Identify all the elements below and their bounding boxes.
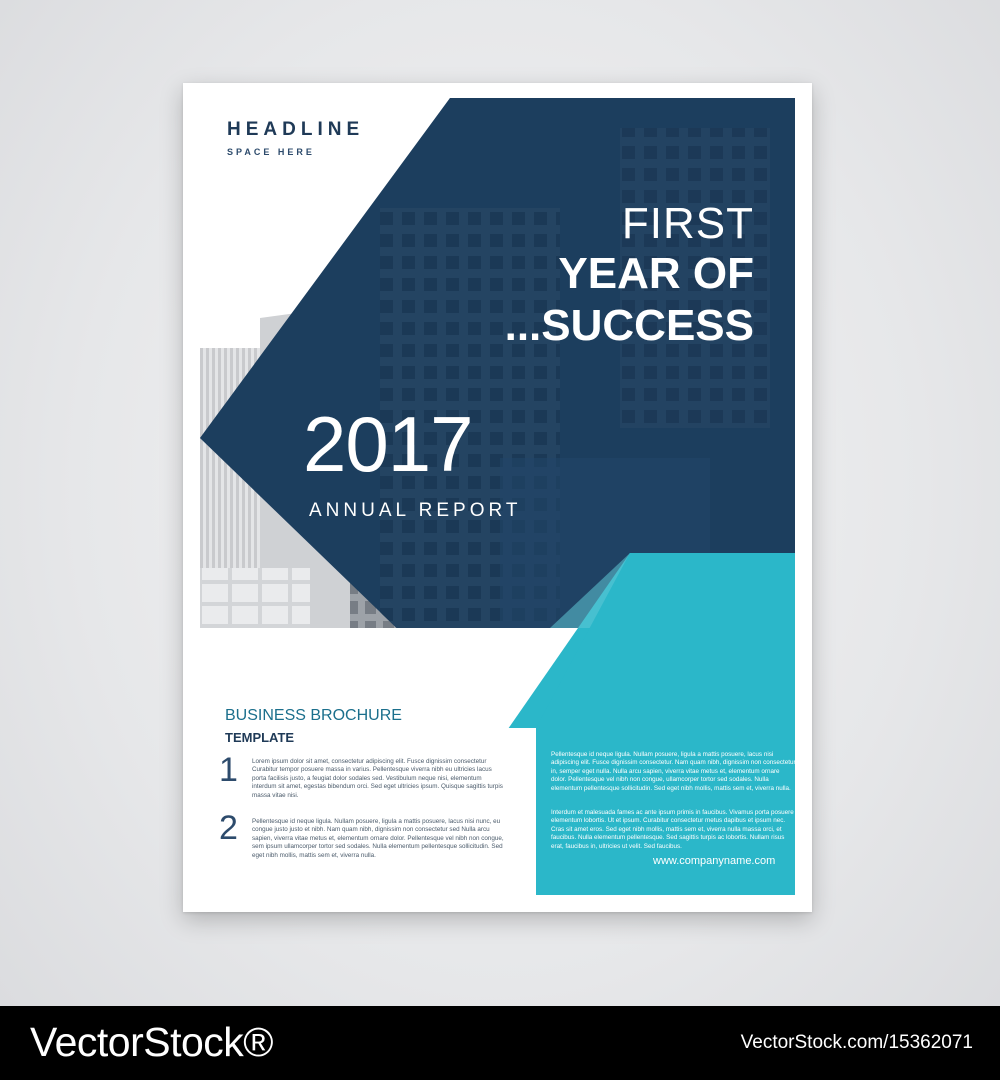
section-subheading: TEMPLATE [225, 730, 295, 745]
item-number-1: 1 [219, 751, 238, 789]
headline-text: HEADLINE [227, 119, 365, 140]
item-paragraph-1: Lorem ipsum dolor sit amet, consectetur adipiscing elit. Fusce dignissim consectetur Curabitur tempor posuere massa in varius. Pellentesque viverra nibh eu ultricies lacus porta facilisis justo, a feugiat dolor sodales sed. Vestibulum neque nisi, elementum interdum sit amet, egestas bibendum orci. Sed eget ultricies ipsum. Quisque sagittis turpis massa vitae nisi. [252, 758, 503, 799]
section-heading: BUSINESS BROCHURE [225, 707, 402, 724]
report-subtitle: ANNUAL REPORT [309, 500, 522, 521]
item-paragraph-2: Pellentesque id neque ligula. Nullam posuere, ligula a mattis posuere, lacus nisi nunc, eu congue justo justo et nibh. Nam quam nibh, dignissim non consectetur sed Nulla arcu sapien, viverra vitae metus et, elementum ornare dolor. Pellentesque vel nibh non congue, sem ipsum ullamcorper tortor sed sodales. Nulla elementum pellentesque sollicitudin. Sed eget nibh mollis, mattis sem et, viverra nulla. [252, 818, 504, 859]
watermark-logo: VectorStock® [30, 1019, 273, 1065]
title-line-success: ...SUCCESS [504, 301, 754, 350]
title-line-first: FIRST [621, 199, 754, 248]
item-number-2: 2 [219, 809, 238, 847]
headline-subtext: SPACE HERE [227, 147, 315, 157]
teal-paragraph-2: Interdum et malesuada fames ac ante ipsum primis in faucibus. Vivamus porta posuere elementum lobortis. Ut et ipsum. Curabitur consectetur metus dapibus et ipsum nec. Cras sit amet eros. Sed eget nibh mollis, mattis sem et, viverra nulla massa orci, et faucibus. Nulla elementum pellentesque. Sed sagittis turpis ac lobortis. Nullam risus erat, faucibus in, ultricies ut velit. Sed faucibus. [551, 809, 794, 850]
report-year: 2017 [303, 400, 473, 488]
company-website: www.companyname.com [653, 855, 776, 867]
brochure-page [183, 83, 812, 912]
teal-paragraph-1: Pellentesque id neque ligula. Nullam posuere, ligula a mattis posuere, lacus nisi adipiscing elit. Fusce dignissim consectetur. Nam quam nibh, dignissim non consectetur in, semper eget nulla. Nulla arcu sapien, viverra vitae metus et, elementum ornare dolor. Pellentesque vel nibh non congue, ullamcorper tortor sed sodales. Nulla elementum pellentesque sollicitudin. Sed eget nibh mollis, mattis sem et, viverra nulla. [551, 751, 796, 792]
title-line-year-of: YEAR OF [558, 249, 754, 298]
watermark-id: VectorStock.com/15362071 [740, 1032, 973, 1053]
